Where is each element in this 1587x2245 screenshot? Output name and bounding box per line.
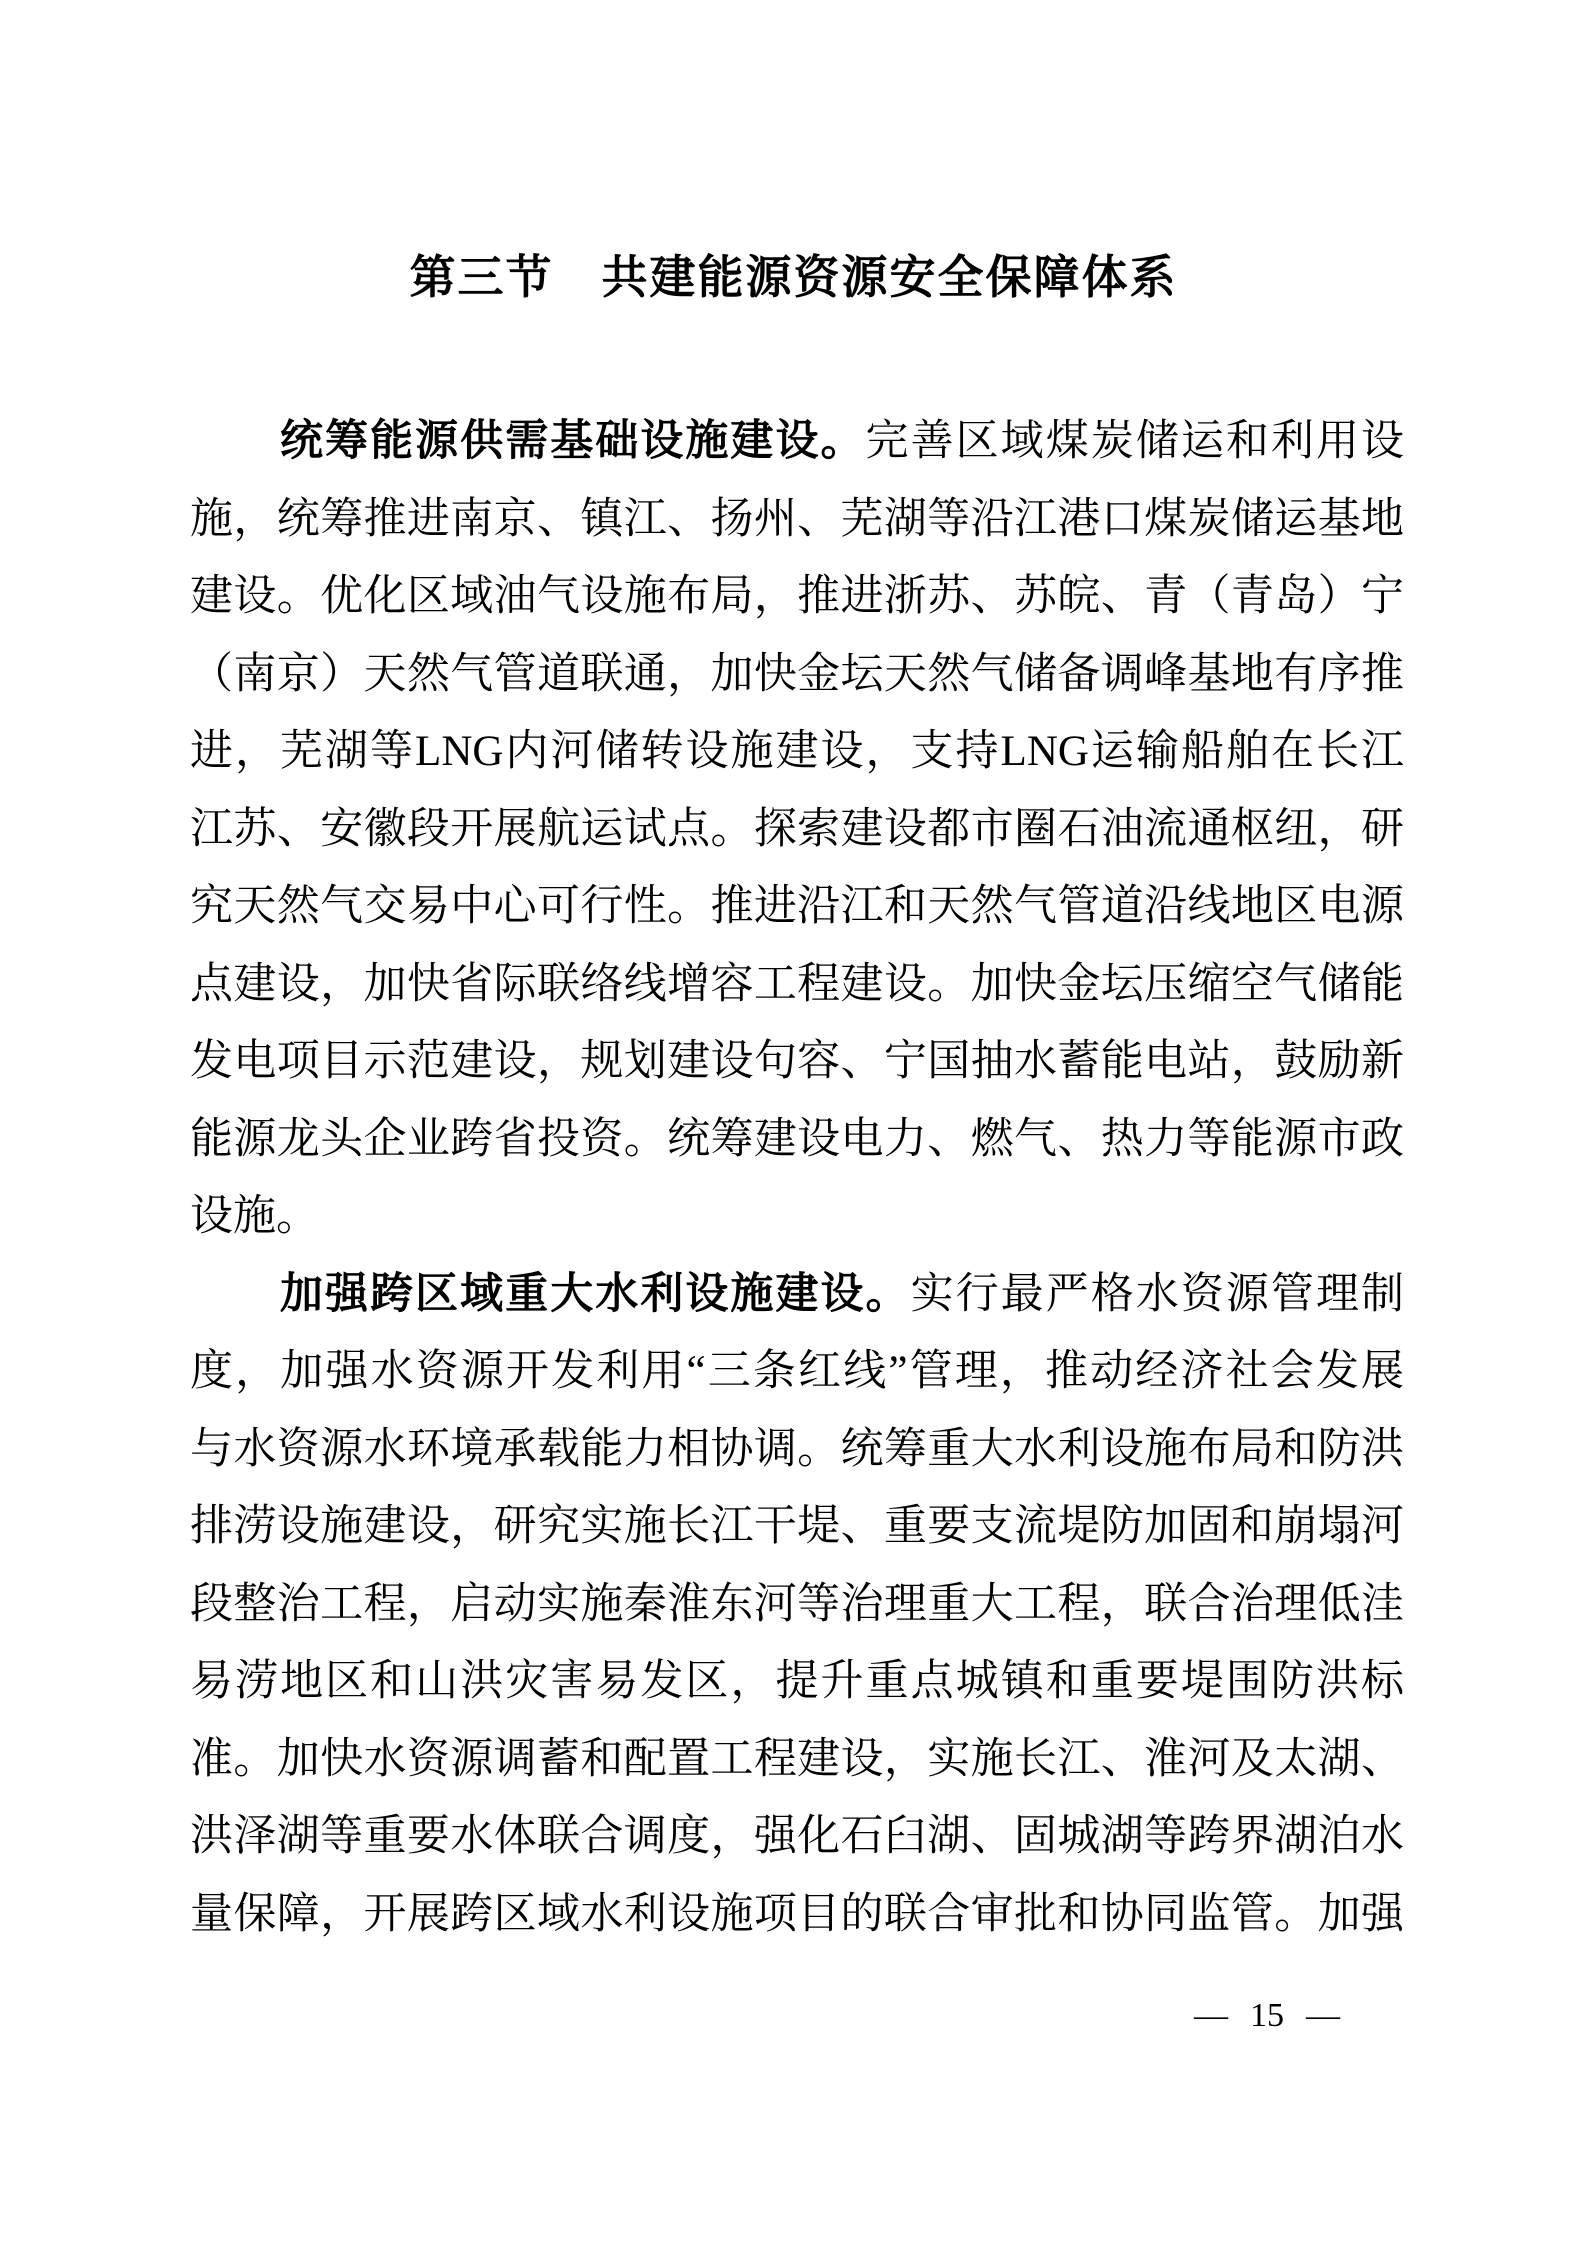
text-line: 进，芜湖等LNG内河储转设施建设，支持LNG运输船舶在长江 bbox=[190, 728, 1404, 775]
text-line: 易涝地区和山洪灾害易发区，提升重点城镇和重要堤围防洪标 bbox=[190, 1658, 1404, 1705]
page-number: 15 bbox=[1250, 1997, 1284, 2034]
document-body bbox=[190, 403, 1404, 1953]
lead-sentence: 统筹能源供需基础设施建设。 bbox=[280, 418, 866, 465]
page-footer bbox=[1194, 1996, 1340, 2036]
text-line: 度，加强水资源开发利用“三条红线”管理，推动经济社会发展 bbox=[190, 1348, 1404, 1395]
text-line: 能源龙头企业跨省投资。统筹建设电力、燃气、热力等能源市政 bbox=[190, 1115, 1404, 1163]
text-line: 洪泽湖等重要水体联合调度，强化石臼湖、固城湖等跨界湖泊水 bbox=[190, 1813, 1404, 1860]
footer-left-dash: — bbox=[1194, 1997, 1228, 2034]
text-line: 准。加快水资源调蓄和配置工程建设，实施长江、淮河及太湖、 bbox=[190, 1735, 1404, 1783]
text-line: 点建设，加快省际联络线增容工程建设。加快金坛压缩空气储能 bbox=[190, 960, 1404, 1008]
section-heading: 第三节 共建能源资源安全保障体系 bbox=[409, 252, 1178, 303]
text-line: （南京）天然气管道联通，加快金坛天然气储备调峰基地有序推 bbox=[190, 650, 1404, 698]
text-line: 究天然气交易中心可行性。推进沿江和天然气管道沿线地区电源 bbox=[190, 883, 1404, 930]
lead-sentence: 加强跨区域重大水利设施建设。 bbox=[280, 1270, 911, 1318]
text-line: 江苏、安徽段开展航运试点。探索建设都市圈石油流通枢纽，研 bbox=[190, 805, 1404, 853]
text-line: 段整治工程，启动实施秦淮东河等治理重大工程，联合治理低洼 bbox=[190, 1580, 1404, 1628]
text-line: 与水资源水环境承载能力相协调。统筹重大水利设施布局和防洪 bbox=[190, 1425, 1404, 1473]
text-line: 施，统筹推进南京、镇江、扬州、芜湖等沿江港口煤炭储运基地 bbox=[190, 495, 1404, 543]
text-line: 加强跨区域重大水利设施建设。实行最严格水资源管理制 bbox=[280, 1270, 1404, 1318]
text-line: 量保障，开展跨区域水利设施项目的联合审批和协同监管。加强 bbox=[190, 1890, 1404, 1938]
text-line: 排涝设施建设，研究实施长江干堤、重要支流堤防加固和崩塌河 bbox=[190, 1503, 1404, 1550]
text-line: 设施。 bbox=[190, 1193, 319, 1240]
text-line: 建设。优化区域油气设施布局，推进浙苏、苏皖、青（青岛）宁 bbox=[190, 573, 1404, 620]
footer-right-dash: — bbox=[1306, 1997, 1340, 2034]
text-line: 统筹能源供需基础设施建设。完善区域煤炭储运和利用设 bbox=[280, 418, 1404, 465]
text-line: 发电项目示范建设，规划建设句容、宁国抽水蓄能电站，鼓励新 bbox=[190, 1038, 1404, 1085]
